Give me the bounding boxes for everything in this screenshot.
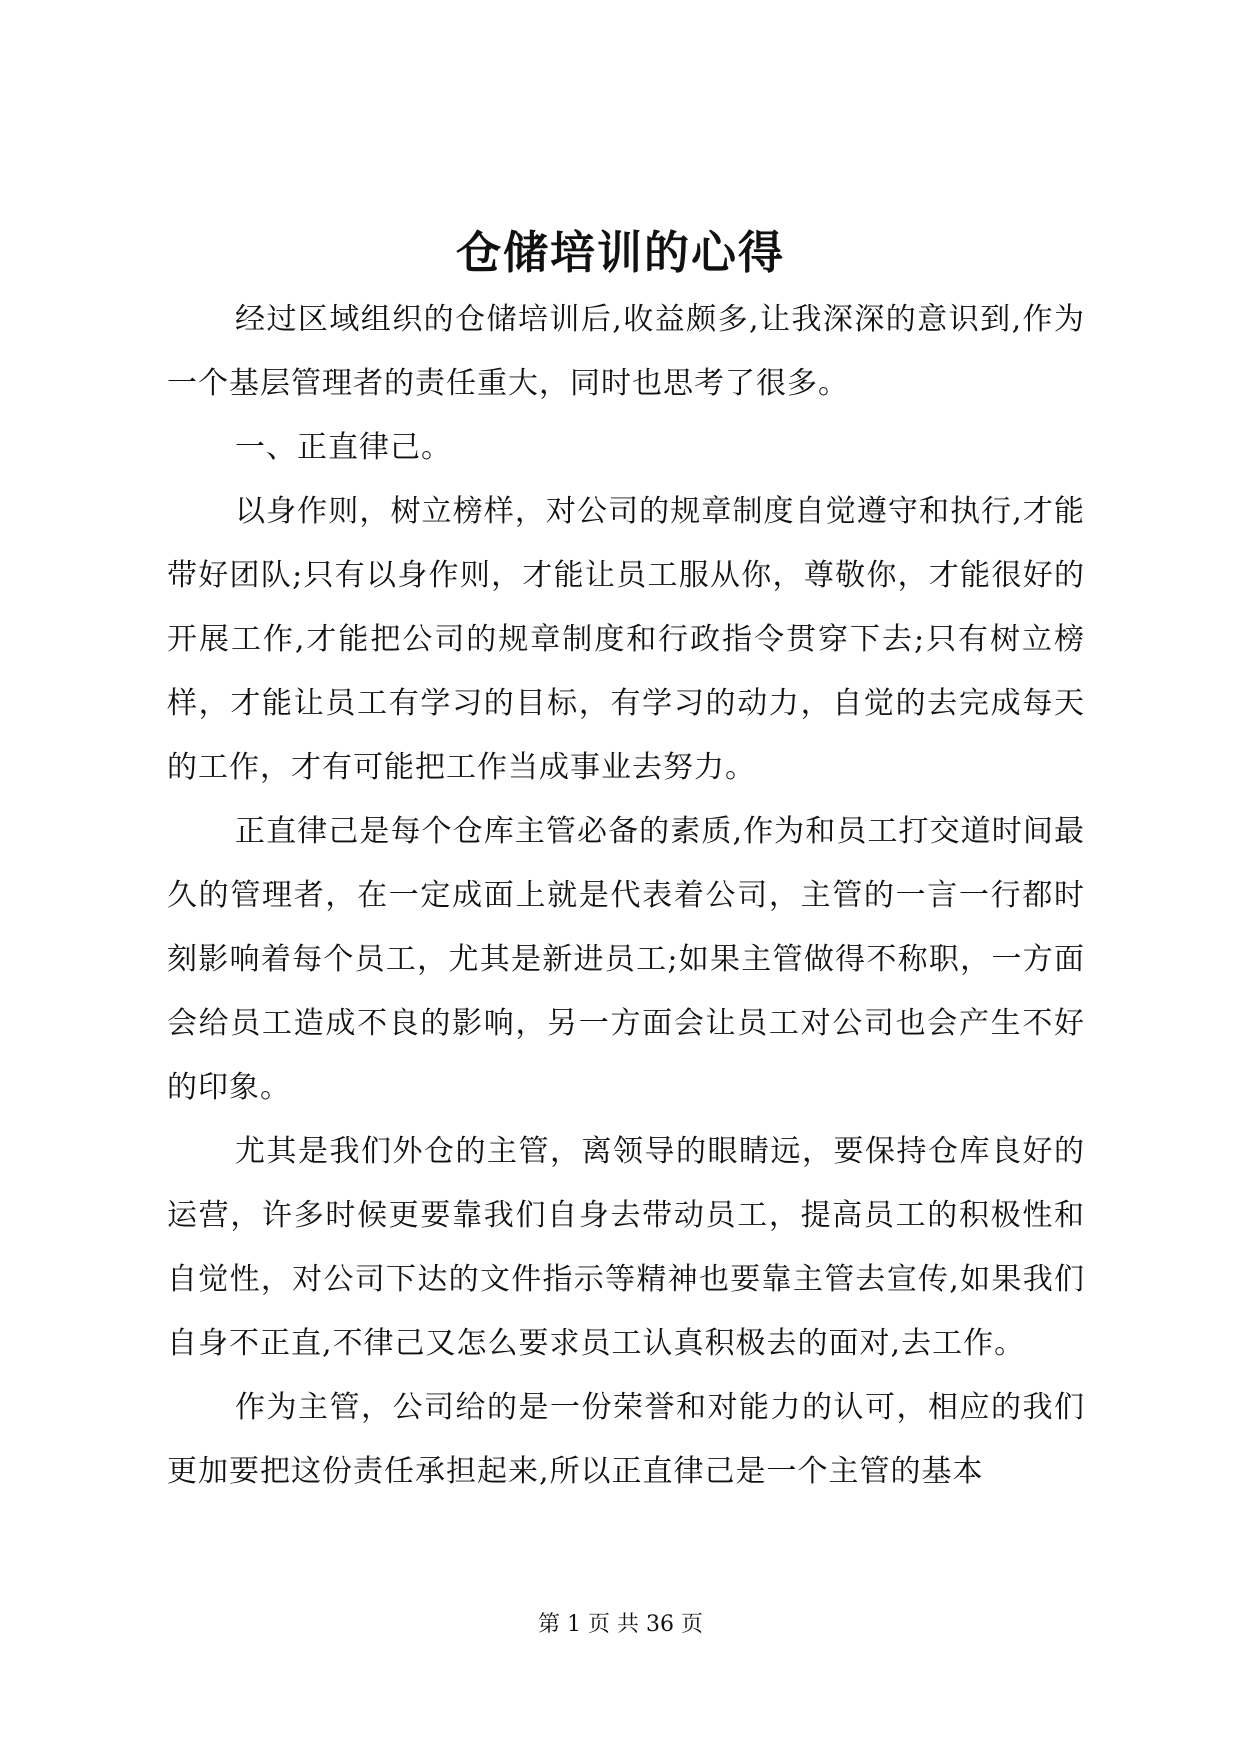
page-number-footer: 第 1 页 共 36 页 (538, 1612, 703, 1637)
section-heading: 一、正直律己。 (235, 430, 452, 465)
paragraph: 作为主管，公司给的是一份荣誉和对能力的认可，相应的我们更加要把这份责任承担起来,所以正直律己是一个主管的基本 (167, 1390, 1085, 1489)
paragraph: 正直律己是每个仓库主管必备的素质,作为和员工打交道时间最久的管理者，在一定成面上就是代表着公司，主管的一言一行都时刻影响着每个员工，尤其是新进员工;如果主管做得不称职，一方面会给员工造成不良的影响，另一方面会让员工对公司也会产生不好的印象。 (167, 814, 1085, 1105)
paragraph: 以身作则，树立榜样，对公司的规章制度自觉遵守和执行,才能带好团队;只有以身作则，才能让员工服从你，尊敬你，才能很好的开展工作,才能把公司的规章制度和行政指令贯穿下去;只有树立榜样，才能让员工有学习的目标，有学习的动力，自觉的去完成每天的工作，才有可能把工作当成事业去努力。 (167, 494, 1085, 785)
paragraph: 经过区域组织的仓储培训后,收益颇多,让我深深的意识到,作为一个基层管理者的责任重大，同时也思考了很多。 (167, 302, 1085, 401)
paragraph: 尤其是我们外仓的主管，离领导的眼睛远，要保持仓库良好的运营，许多时候更要靠我们自身去带动员工，提高员工的积极性和自觉性，对公司下达的文件指示等精神也要靠主管去宣传,如果我们自身不正直,不律己又怎么要求员工认真积极去的面对,去工作。 (167, 1134, 1085, 1361)
document-title: 仓储培训的心得 (455, 226, 785, 279)
document-body (167, 288, 1085, 1504)
